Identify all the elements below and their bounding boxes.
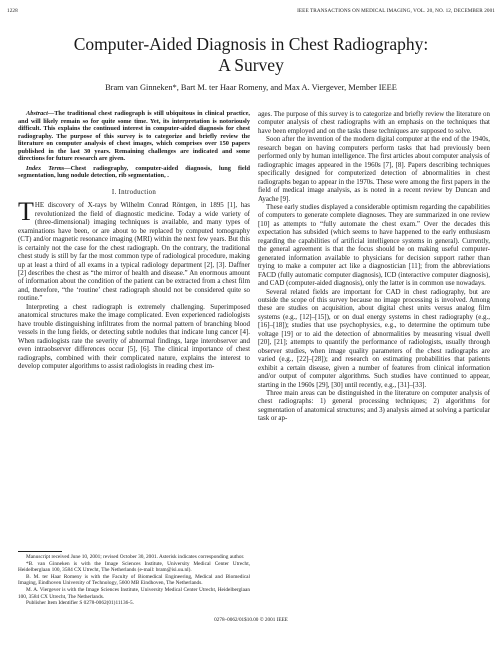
page-number: 1228 — [7, 8, 18, 14]
journal-header: IEEE TRANSACTIONS ON MEDICAL IMAGING, VOL. 20, NO. 12, DECEMBER 2001 — [297, 8, 495, 14]
body-paragraph-3: Soon after the invention of the modern digital computer at the end of the 1940s, research began on having computers perform tasks that had previously been performed only by human intelligence. The first articles about computer analysis of radiographic images appeared in the 1960s [7], [8]. Papers describing techniques specifically designed for computerized detection of abnormalities in chest radiographs began to appear in the 1970s. These were among the first papers in the field of medical image analysis, as is noted in a recent review by Duncan and Ayache [9]. — [258, 135, 490, 203]
footnote-received: Manuscript received June 10, 2001; revised October 30, 2001. Asterisk indicates corresponding author. — [26, 554, 245, 560]
author-list: Bram van Ginneken*, Bart M. ter Haar Romeny, and Max A. Viergever, Member IEEE — [105, 83, 397, 92]
abstract — [18, 110, 250, 163]
title-line-2: A Survey — [218, 55, 284, 75]
footnote-author-2: B. M. ter Haar Romeny is with the Faculty of Biomedical Engineering, Medical and Biomedical Imaging, Eindhoven University of Technology, 5600 MB Eindhoven, The Netherlands. — [18, 573, 250, 587]
footnote-rule — [18, 551, 62, 552]
body-paragraph-4: These early studies displayed a considerable optimism regarding the capabilities of computers to generate complete diagnoses. They are summarized in one review [10] as attempts to “fully automate the chest exam.” Over the decades this expectation has subsided (which seems to have happened to the early enthusiasm regarding the capabilities of artificial intelligence systems in general). Currently, the general agreement is that the focus should be on making useful computer-generated information available to physicians for decision support rather than trying to make a computer act like a diagnostician [11]; from the abbreviations FACD (fully automatic computer diagnosis), ICD (interactive computer diagnosis), and CAD (computer-aided diagnosis), only the latter is in common use nowadays. — [258, 202, 490, 288]
body-paragraph-6: Three main areas can be distinguished in the literature on computer analysis of chest radiographs: 1) general processing techniques; 2) algorithms for segmentation of anatomical structures; and 3) analysis aimed at solving a particular task or ap- — [258, 388, 490, 423]
index-terms — [18, 165, 250, 180]
right-column — [258, 110, 490, 423]
section-heading: I. Introduction — [111, 188, 157, 196]
footnotes — [18, 548, 250, 607]
paper-title — [0, 34, 502, 76]
footnote-author-1: *B. van Ginneken is with the Image Sciences Institute, University Medical Center Utrecht, Heidelberglaan 100, 3584 CX Utrecht, The Netherlands (e-mail: bram@isi.uu.nl). — [18, 560, 250, 574]
abstract-label: Abstract— — [26, 110, 55, 117]
drop-cap: T — [18, 197, 34, 227]
body-paragraph-1-text: HE discovery of X-rays by Wilhelm Conrad Röntgen, in 1895 [1], has revolutionized the field of diagnostic medicine. Today a wide variety of (three-dimensional) imaging techniques is available, and many types of examinations have been, or are about to be replaced by computed tomography (CT) and/or magnetic resonance imaging (MRI) within the next few years. But this is certainly not the case for the chest radiograph. On the contrary, the traditional chest study is still by far the most common type of radiological procedure, making up at least a third of all exams in a typical radiology department [2], [3]. Daffner [2] describes the chest as “the mirror of health and disease.” An enormous amount of information about the condition of the patient can be extracted from a chest film and, therefore, “the ‘routine’ chest radiograph should not be considered quite so routine.” — [18, 201, 250, 303]
index-terms-text: Chest radiography, computer-aided diagnosis, lung field segmentation, lung nodule detection, rib segmentation, . — [18, 164, 250, 180]
index-terms-label: Index Terms— — [26, 164, 71, 172]
title-line-1: Computer-Aided Diagnosis in Chest Radiography: — [73, 34, 429, 54]
body-paragraph-2-continued: ages. The purpose of this survey is to categorize and briefly review the literature on computer analysis of chest radiographs with an emphasis on the techniques that have been employed and on the tasks these techniques are supposed to solve. — [258, 110, 490, 135]
footnote-author-3: M. A. Viergever is with the Image Sciences Institute, University Medical Center Utrecht, Heidelberglaan 100, 3584 CX Utrecht, The Netherlands. — [18, 586, 250, 600]
body-paragraph-2: Interpreting a chest radiograph is extremely challenging. Superimposed anatomical structures make the image complicated. Even experienced radiologists have trouble distinguishing infiltrates from the normal pattern of branching blood vessels in the lung fields, or detecting subtle nodules that indicate lung cancer [4]. When radiologists rate the severity of abnormal findings, large interobserver and even intraobserver differences occur [5], [6]. The clinical importance of chest radiographs, combined with their complicated nature, explains the interest to develop computer algorithms to assist radiologists in reading chest im- — [18, 302, 250, 370]
copyright-line: 0278–0062/01$10.00 © 2001 IEEE — [214, 617, 288, 623]
left-column — [18, 110, 250, 370]
footnote-pii: Publisher Item Identifier S 0278-0062(01)11136-5. — [26, 600, 135, 607]
abstract-text: The traditional chest radiograph is still ubiquitous in clinical practice, and will likely remain so for quite some time. Yet, its interpretation is notoriously difficult. This explains the continued interest in computer-aided diagnosis for chest radiography. The purpose of this survey is to categorize and briefly review the literature on computer analysis of chest images, which comprises over 150 papers published in the last 30 years. Remaining challenges are indicated and some directions for future research are given. — [18, 110, 250, 163]
body-paragraph-1 — [18, 197, 250, 303]
body-paragraph-5: Several related fields are important for CAD in chest radiography, but are outside the scope of this survey because no image processing is involved. Among these are studies on acquisition, about digital chest units versus analog film systems (e.g., [12]–[15]), or on dual energy systems in chest radiography (e.g., [16]–[18]); studies that use psychophysics, e.g., to determine the optimum tube voltage [19] or to aid the detection of abnormalities by measuring visual dwell [20], [21]; attempts to quantify the performance of radiologists, usually through observer studies, when image quality parameters of the chest radiographs are varied (e.g., [22]–[28]); and research on estimating probabilities that patients exhibit a certain disease, given a number of features from clinical information and/or output of computer algorithms. Such studies have continued to appear, starting in the 1960s [29], [30] until recently, e.g., [31]–[33]. — [258, 287, 490, 389]
running-header — [7, 8, 495, 18]
